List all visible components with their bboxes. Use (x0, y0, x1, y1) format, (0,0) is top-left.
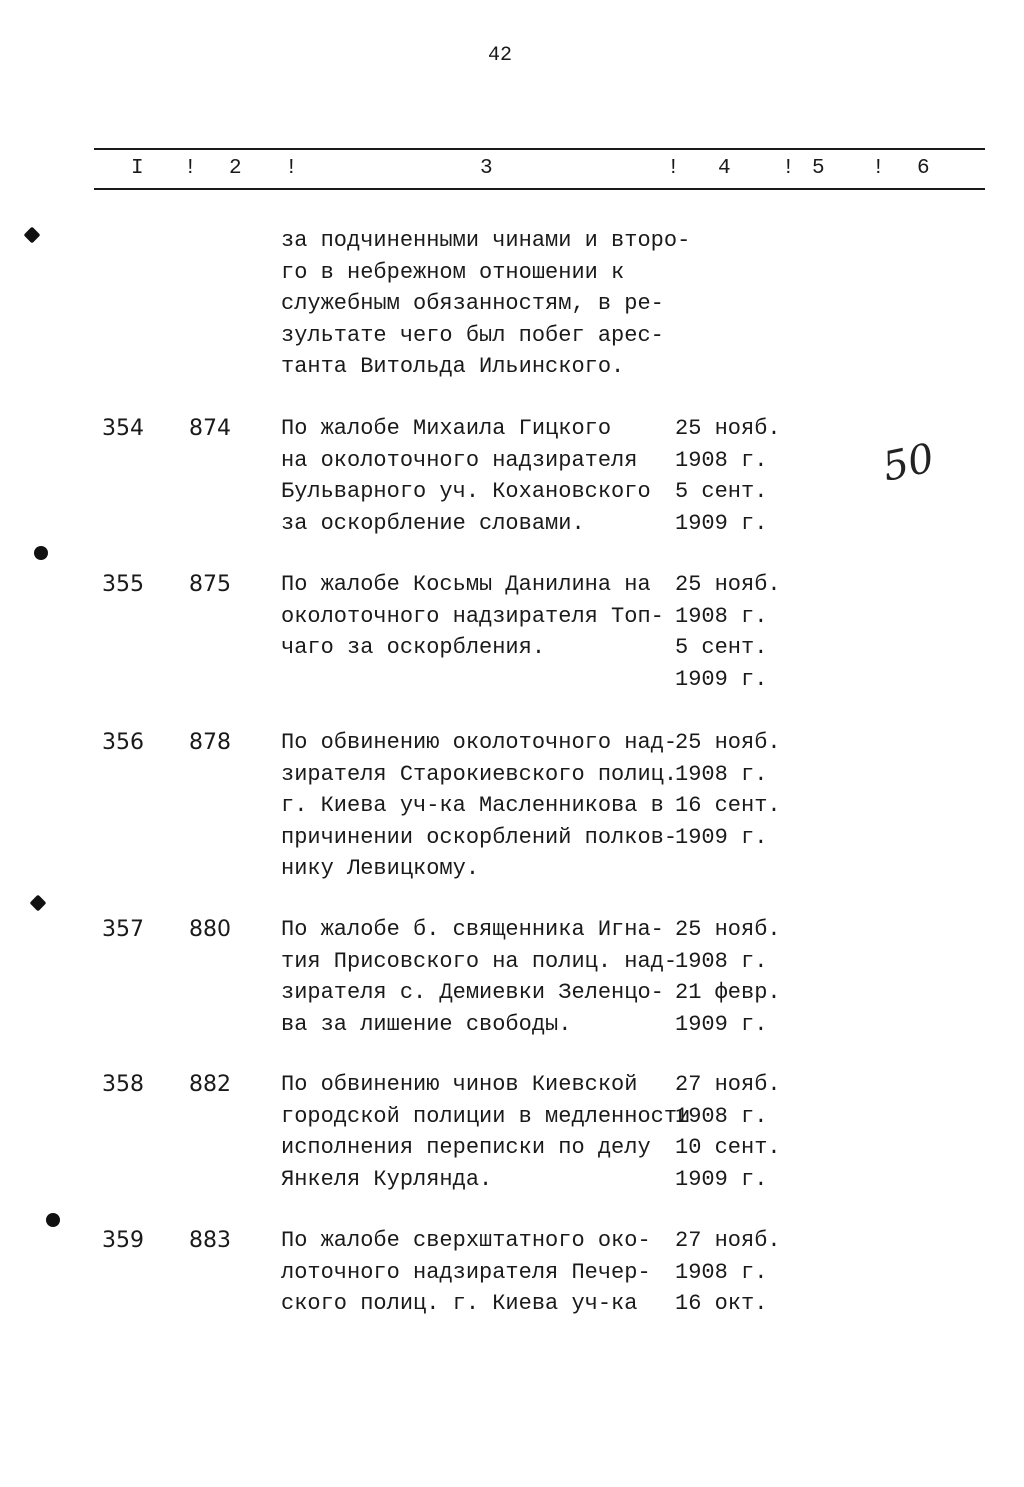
date-line: 16 сент. (675, 793, 781, 818)
date-line: 16 окт. (675, 1291, 768, 1316)
desc-line: зирателя Старокиевского полиц. (281, 761, 678, 787)
continuation-description (281, 225, 690, 383)
desc-line: за подчиненными чинами и второ- (281, 228, 691, 253)
entry-number: 355 (102, 572, 144, 597)
desc-line: ского полиц. г. Киева уч-ка (281, 1291, 638, 1316)
date-line: 5 сент. (675, 479, 768, 504)
file-number: 880 (189, 917, 231, 942)
desc-line: околоточного надзирателя Топ- (281, 603, 664, 629)
desc-line: зирателя с. Демиевки Зеленцо- (281, 980, 664, 1005)
desc-line: городской полиции в медленности (281, 1103, 691, 1129)
date-line: 21 февр. (675, 980, 781, 1005)
date-line: 1908 г. (675, 1103, 768, 1129)
desc-line: танта Витольда Ильинского. (281, 354, 625, 379)
desc-line: нику Левицкому. (281, 856, 480, 881)
date-line: 1909 г. (675, 824, 768, 850)
entry-description (281, 914, 677, 1040)
desc-line: ва за лишение свободы. (281, 1011, 572, 1037)
date-line: 1909 г. (675, 1166, 768, 1192)
file-number: 882 (189, 1072, 231, 1097)
desc-line: г. Киева уч-ка Масленникова в (281, 793, 664, 818)
date-line: 1908 г. (675, 761, 768, 787)
desc-line: причинении оскорблений полков- (281, 824, 678, 850)
date-line: 1908 г. (675, 1259, 768, 1285)
header-col-6: 6 (917, 157, 930, 180)
header-separator: ! (184, 157, 197, 180)
header-separator: ! (872, 157, 885, 180)
date-line: 1909 г. (675, 666, 768, 692)
header-separator: ! (285, 157, 298, 180)
date-line: 25 нояб. (675, 730, 781, 755)
file-number: 875 (189, 572, 231, 597)
desc-line: на околоточного надзирателя (281, 447, 638, 473)
punch-hole-mark (24, 227, 41, 244)
header-col-3: 3 (480, 157, 493, 180)
desc-line: исполнения переписки по делу (281, 1135, 651, 1160)
page-number: 42 (487, 44, 512, 67)
file-number: 883 (189, 1228, 231, 1253)
date-line: 27 нояб. (675, 1228, 781, 1253)
desc-line: го в небрежном отношении к (281, 259, 625, 285)
entry-number: 357 (102, 917, 144, 942)
desc-line: Янкеля Курлянда. (281, 1166, 493, 1192)
entry-dates (675, 727, 781, 853)
desc-line: за оскорбление словами. (281, 510, 585, 536)
date-line: 10 сент. (675, 1135, 781, 1160)
desc-line: чаго за оскорбления. (281, 635, 546, 660)
date-line: 1908 г. (675, 447, 768, 473)
entry-description (281, 569, 664, 664)
entry-description (281, 1225, 651, 1320)
punch-hole-mark (34, 546, 48, 560)
file-number: 874 (189, 416, 231, 441)
header-col-4: 4 (718, 157, 731, 180)
desc-line: лоточного надзирателя Печер- (281, 1259, 651, 1285)
desc-line: служебным обязанностям, в ре- (281, 291, 664, 316)
date-line: 5 сент. (675, 635, 768, 660)
entry-dates (675, 413, 781, 539)
date-line: 1909 г. (675, 1011, 768, 1037)
header-col-1: I (131, 157, 144, 180)
desc-line: Бульварного уч. Кохановского (281, 479, 651, 504)
entry-description (281, 413, 651, 539)
date-line: 25 нояб. (675, 917, 781, 942)
punch-hole-mark (46, 1213, 60, 1227)
entry-dates (675, 1225, 781, 1320)
header-col-5: 5 (812, 157, 825, 180)
header-col-2: 2 (229, 157, 242, 180)
date-line: 1908 г. (675, 603, 768, 629)
header-separator: ! (782, 157, 795, 180)
entry-dates (675, 569, 781, 695)
date-line: 1908 г. (675, 948, 768, 974)
entry-number: 359 (102, 1228, 144, 1253)
handwritten-note: 50 (878, 435, 939, 491)
header-bottom-rule (94, 188, 985, 190)
punch-hole-mark (30, 895, 47, 912)
desc-line: По жалобе сверхштатного око- (281, 1228, 651, 1253)
desc-line: По жалобе Михаила Гицкого (281, 416, 612, 441)
date-line: 25 нояб. (675, 572, 781, 597)
header-separator: ! (667, 157, 680, 180)
desc-line: зультате чего был побег арес- (281, 322, 664, 348)
desc-line: По жалобе б. священника Игна- (281, 917, 664, 942)
date-line: 1909 г. (675, 510, 768, 536)
desc-line: тия Присовского на полиц. над- (281, 948, 678, 974)
header-top-rule (94, 148, 985, 150)
entry-description (281, 1069, 690, 1195)
date-line: 27 нояб. (675, 1072, 781, 1097)
date-line: 25 нояб. (675, 416, 781, 441)
entry-dates (675, 1069, 781, 1195)
entry-number: 358 (102, 1072, 144, 1097)
desc-line: По обвинению чинов Киевской (281, 1072, 638, 1097)
desc-line: По обвинению околоточного над- (281, 730, 678, 755)
entry-dates (675, 914, 781, 1040)
entry-number: 356 (102, 730, 144, 755)
entry-number: 354 (102, 416, 144, 441)
file-number: 878 (189, 730, 231, 755)
desc-line: По жалобе Косьмы Данилина на (281, 572, 651, 597)
entry-description (281, 727, 677, 885)
